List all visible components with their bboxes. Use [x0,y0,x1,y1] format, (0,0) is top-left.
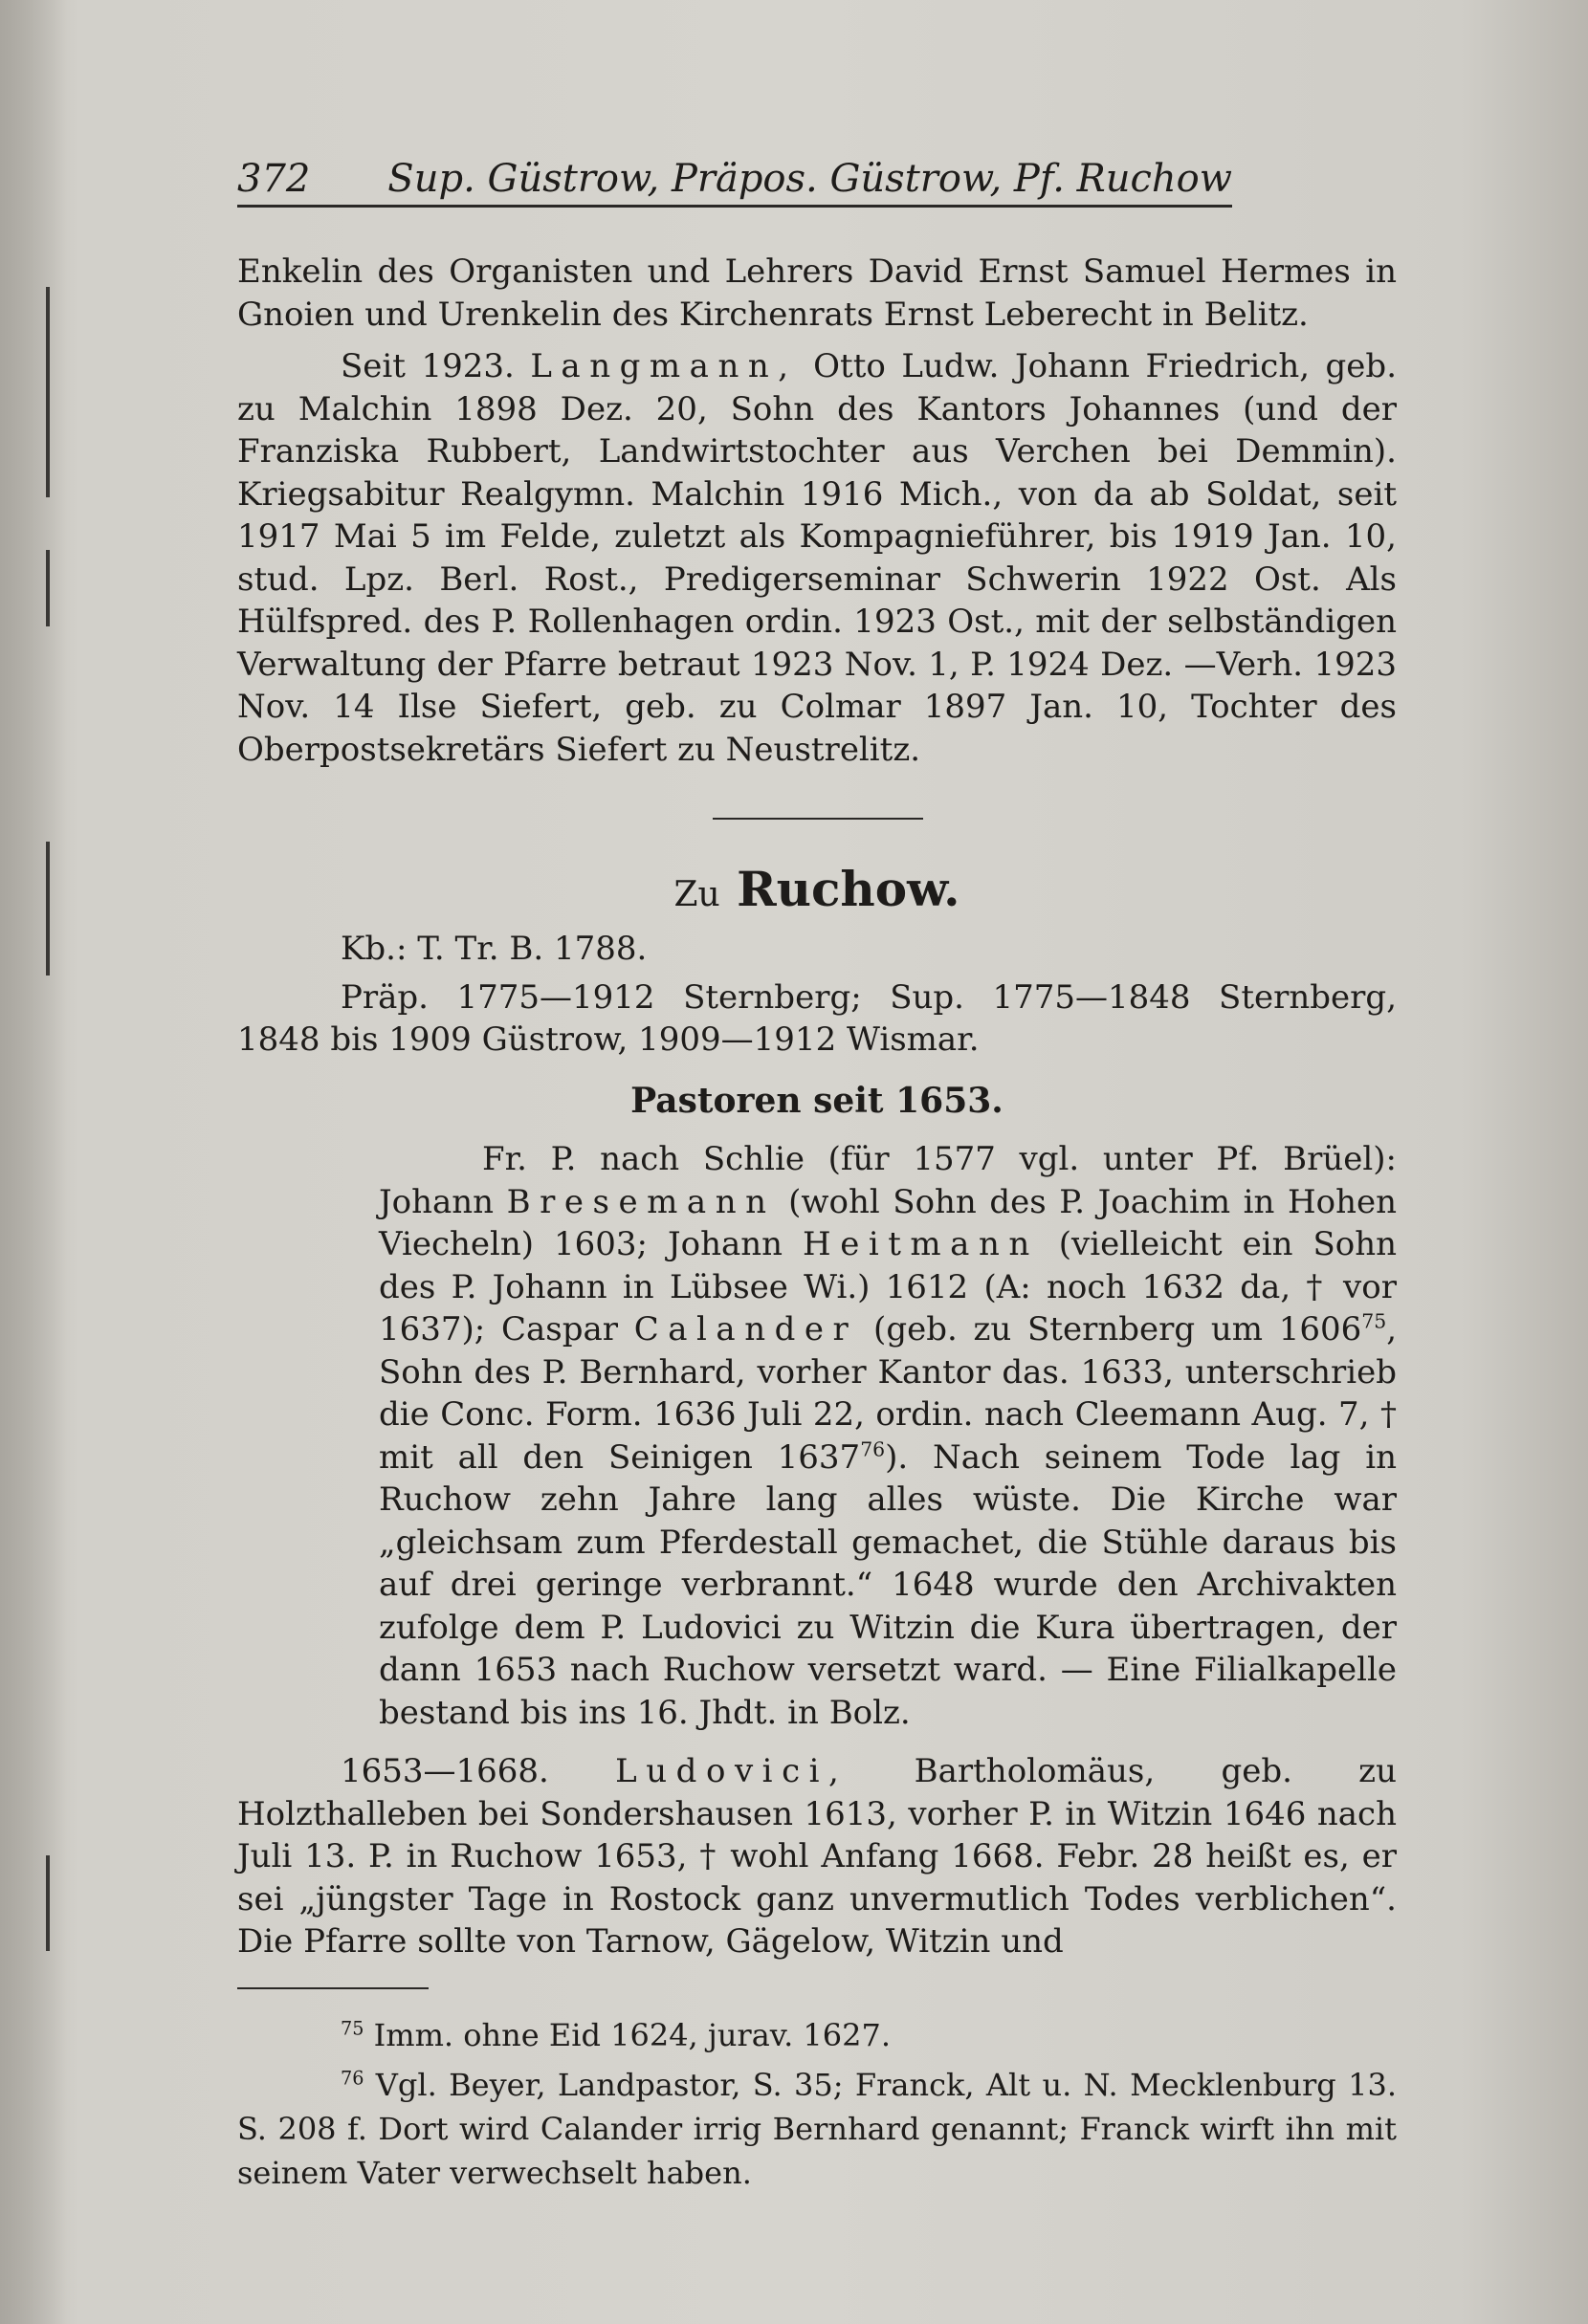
pastor-name: Bresemann [506,1182,776,1221]
margin-mark [46,550,50,626]
section-title: Zu Ruchow. [673,861,960,917]
parish-info [237,928,1397,1062]
ludovici-entry [237,1750,1397,1963]
church-books: Kb.: T. Tr. B. 1788. [341,930,648,968]
pastor-name: Ludovici, [615,1752,849,1790]
langmann-entry: Seit 1923. Langmann, Otto Ludw. Johann Friedrich, geb. zu Malchin 1898 Dez. 20, Sohn des Kantors Johannes (und der Franziska Rubbert, Landwirtstochter aus Verchen bei Demmin). Kriegsabitur Realgymn. Malchin 1916 Mich., von da ab Soldat, seit 1917 Mai 5 im Felde, zuletzt als Kompagnieführer, bis 1919 Jan. 10, stud. Lpz. Berl. Rost., Predigerseminar Schwerin 1922 Ost. Als Hülfspred. des P. Rollenhagen ordin. 1923 Ost., mit der selbständigen Verwaltung der Pfarre betraut 1923 Nov. 1, P. 1924 Dez. —Verh. 1923 Nov. 14 Ilse Siefert, geb. zu Colmar 1897 Jan. 10, Tochter des Oberpostsekretärs Siefert zu Neustrelitz. [237,347,1398,769]
footnote-divider [237,1987,429,1989]
continued-paragraph: Enkelin des Organisten und Lehrers David Ernst Samuel Hermes in Gnoien und Urenkelin des Kirchenrats Ernst Leberecht in Belitz. [237,252,1397,334]
pastor-name: Langmann, [530,347,798,385]
pastors-heading: Pastoren seit 1653. [630,1081,1004,1121]
running-title: Sup. Güstrow, Präpos. Güstrow, Pf. Ruchow [387,157,1232,201]
early-pastors-paragraph: Fr. P. nach Schlie (für 1577 vgl. unter Pf. Brüel): Johann Bresemann (wohl Sohn des P. Joachim in Hohen Viecheln) 1603; Johann Heitmann (vielleicht ein Sohn des P. Johann in Lübsee Wi.) 1612 (A: noch 1632 da, † vor 1637); Caspar Calander (geb. zu Sternberg um 1606$^{75}$, Sohn des P. Bernhard, vorher Kantor das. 1633, unterschrieb die Conc. Form. 1636 Juli 22, ordin. nach Cleemann Aug. 7, † mit all den Seinigen 1637$^{76}$). Nach seinem Tode lag in Ruchow zehn Jahre lang alles wüste. Die Kirche war „gleichsam zum Pferdestall gemachet, die Stühle daraus bis auf drei geringe verbrannt.“ 1648 wurde den Archivakten zufolge dem P. Ludovici zu Witzin die Kura übertragen, der dann 1653 nach Ruchow versetzt ward. — Eine Filialkapelle bestand bis ins 16. Jhdt. in Bolz. [379,1140,1398,1732]
ludovici-paragraph: 1653—1668. Ludovici, Bartholomäus, geb. zu Holzthalleben bei Sondershausen 1613, vorher P. in Witzin 1646 nach Juli 13. P. in Ruchow 1653, † wohl Anfang 1668. Febr. 28 heißt es, er sei „jüngster Tage in Rostock ganz unvermutlich Todes verblichen“. Die Pfarre sollte von Tarnow, Gägelow, Witzin und [237,1752,1397,1961]
margin-mark [46,842,50,976]
early-pastors [237,1138,1397,1734]
footnotes [237,2013,1397,2195]
footnote-ref: 76 [860,1437,886,1461]
section-divider [713,818,923,820]
parish-name: Ruchow. [737,861,960,917]
footnote-75: $^{75}$ Imm. ohne Eid 1624, jurav. 1627. [341,2017,892,2053]
running-header [237,151,1232,208]
footnote-76: $^{76}$ Vgl. Beyer, Landpastor, S. 35; Franck, Alt u. N. Mecklenburg 13. S. 208 f. Dort wird Calander irrig Bernhard genannt; Franck wirft ihn mit seinem Vater verwechselt haben. [237,2067,1397,2191]
book-spine-shadow [0,0,67,2324]
praepositur-info: Präp. 1775—1912 Sternberg; Sup. 1775—1848 Sternberg, 1848 bis 1909 Güstrow, 1909—1912 Wismar. [237,977,1397,1059]
margin-mark [46,1855,50,1951]
pastor-name: Calander [633,1310,858,1348]
margin-mark [46,287,50,497]
footnote-ref: 75 [1361,1309,1387,1333]
top-text-block [237,251,1397,771]
page-number: 372 [237,157,311,201]
pastor-name: Heitmann [803,1225,1039,1263]
